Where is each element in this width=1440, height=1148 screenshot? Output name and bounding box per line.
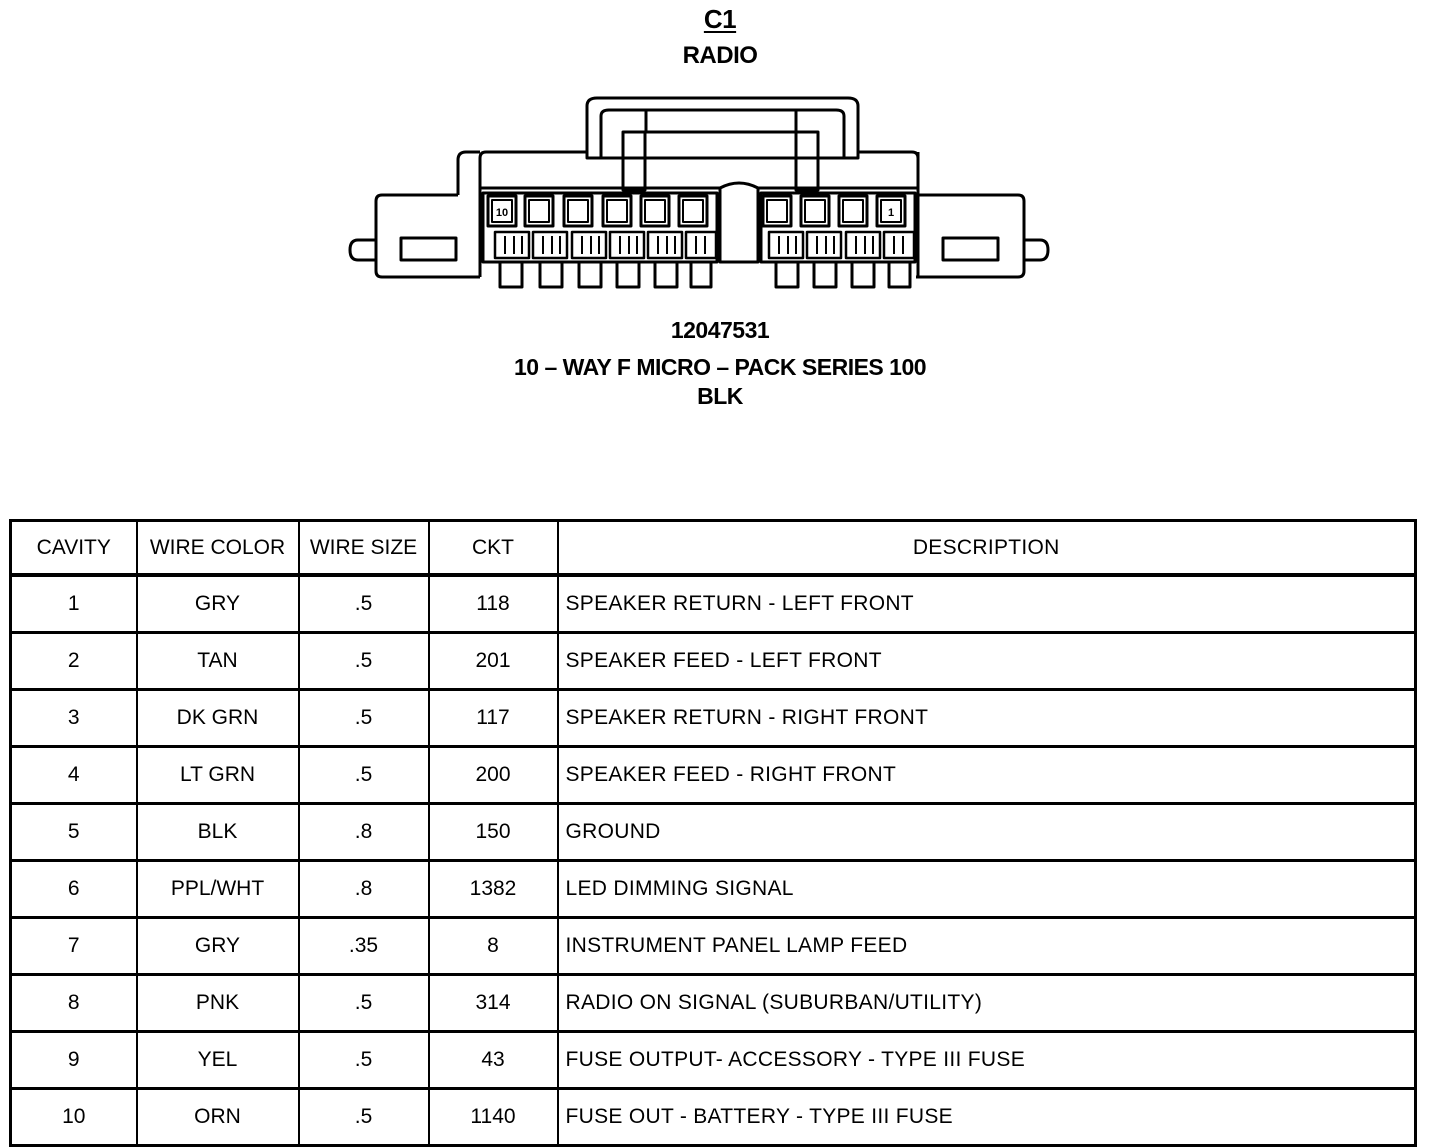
header-wire-color: WIRE COLOR [137, 521, 299, 576]
cell-wire-size: .8 [299, 804, 429, 861]
cell-cavity: 10 [11, 1089, 137, 1146]
connector-left-wing [376, 195, 480, 277]
connector-right-slot [943, 238, 998, 260]
cell-description: SPEAKER FEED - LEFT FRONT [558, 633, 1416, 690]
cell-ckt: 314 [429, 975, 558, 1032]
connector-left-slot [401, 238, 456, 260]
cell-cavity: 7 [11, 918, 137, 975]
cavity-row-right [763, 196, 905, 226]
cell-wire-color: YEL [137, 1032, 299, 1089]
cell-wire-color: TAN [137, 633, 299, 690]
cell-cavity: 3 [11, 690, 137, 747]
cell-wire-color: GRY [137, 918, 299, 975]
cell-wire-size: .5 [299, 690, 429, 747]
cell-description: FUSE OUTPUT- ACCESSORY - TYPE III FUSE [558, 1032, 1416, 1089]
table-row [11, 1089, 1416, 1146]
header-wire-size: WIRE SIZE [299, 521, 429, 576]
cell-ckt: 1382 [429, 861, 558, 918]
cell-wire-color: PPL/WHT [137, 861, 299, 918]
pinout-table [9, 519, 1417, 1147]
cell-cavity: 4 [11, 747, 137, 804]
cell-cavity: 8 [11, 975, 137, 1032]
cell-wire-size: .35 [299, 918, 429, 975]
cell-description: RADIO ON SIGNAL (SUBURBAN/UTILITY) [558, 975, 1416, 1032]
cell-ckt: 118 [429, 575, 558, 633]
cell-wire-color: LT GRN [137, 747, 299, 804]
cell-ckt: 117 [429, 690, 558, 747]
table-row [11, 804, 1416, 861]
cell-ckt: 200 [429, 747, 558, 804]
cell-wire-size: .5 [299, 1089, 429, 1146]
cell-description: LED DIMMING SIGNAL [558, 861, 1416, 918]
cell-ckt: 201 [429, 633, 558, 690]
cell-description: SPEAKER RETURN - RIGHT FRONT [558, 690, 1416, 747]
header-description: DESCRIPTION [558, 521, 1416, 576]
part-number: 12047531 [670, 317, 770, 343]
table-header-row [11, 521, 1416, 576]
cell-wire-size: .5 [299, 633, 429, 690]
connector-description: 10 – WAY F MICRO – PACK SERIES 100 [513, 354, 927, 380]
table-row [11, 633, 1416, 690]
cell-wire-size: .5 [299, 575, 429, 633]
cell-wire-size: .8 [299, 861, 429, 918]
connector-color: BLK [697, 383, 743, 409]
connector-id: C1 [703, 4, 737, 34]
cell-wire-color: BLK [137, 804, 299, 861]
bottom-tabs [500, 262, 910, 287]
cell-description: FUSE OUT - BATTERY - TYPE III FUSE [558, 1089, 1416, 1146]
cell-description: GROUND [558, 804, 1416, 861]
connector-name: RADIO [682, 42, 758, 69]
cell-description: INSTRUMENT PANEL LAMP FEED [558, 918, 1416, 975]
cell-cavity: 6 [11, 861, 137, 918]
table-row [11, 690, 1416, 747]
table-row [11, 747, 1416, 804]
cell-ckt: 150 [429, 804, 558, 861]
header-cavity: CAVITY [11, 521, 137, 576]
table-row [11, 918, 1416, 975]
cavity-row-left [488, 196, 707, 226]
table-row [11, 1032, 1416, 1089]
cell-wire-size: .5 [299, 747, 429, 804]
cell-wire-color: PNK [137, 975, 299, 1032]
cell-cavity: 9 [11, 1032, 137, 1089]
cavity-label-1: 1 [887, 207, 895, 219]
cell-ckt: 1140 [429, 1089, 558, 1146]
cell-wire-size: .5 [299, 1032, 429, 1089]
cell-ckt: 43 [429, 1032, 558, 1089]
cell-cavity: 2 [11, 633, 137, 690]
cell-wire-color: DK GRN [137, 690, 299, 747]
table-row [11, 861, 1416, 918]
cell-wire-size: .5 [299, 975, 429, 1032]
cavity-label-10: 10 [495, 207, 509, 219]
cell-cavity: 1 [11, 575, 137, 633]
header-ckt: CKT [429, 521, 558, 576]
connector-right-wing [916, 195, 1024, 277]
cell-description: SPEAKER RETURN - LEFT FRONT [558, 575, 1416, 633]
table-row [11, 975, 1416, 1032]
cell-description: SPEAKER FEED - RIGHT FRONT [558, 747, 1416, 804]
cell-wire-color: ORN [137, 1089, 299, 1146]
table-row [11, 575, 1416, 633]
cell-ckt: 8 [429, 918, 558, 975]
connector-drawing [0, 0, 1440, 310]
cell-wire-color: GRY [137, 575, 299, 633]
cell-cavity: 5 [11, 804, 137, 861]
